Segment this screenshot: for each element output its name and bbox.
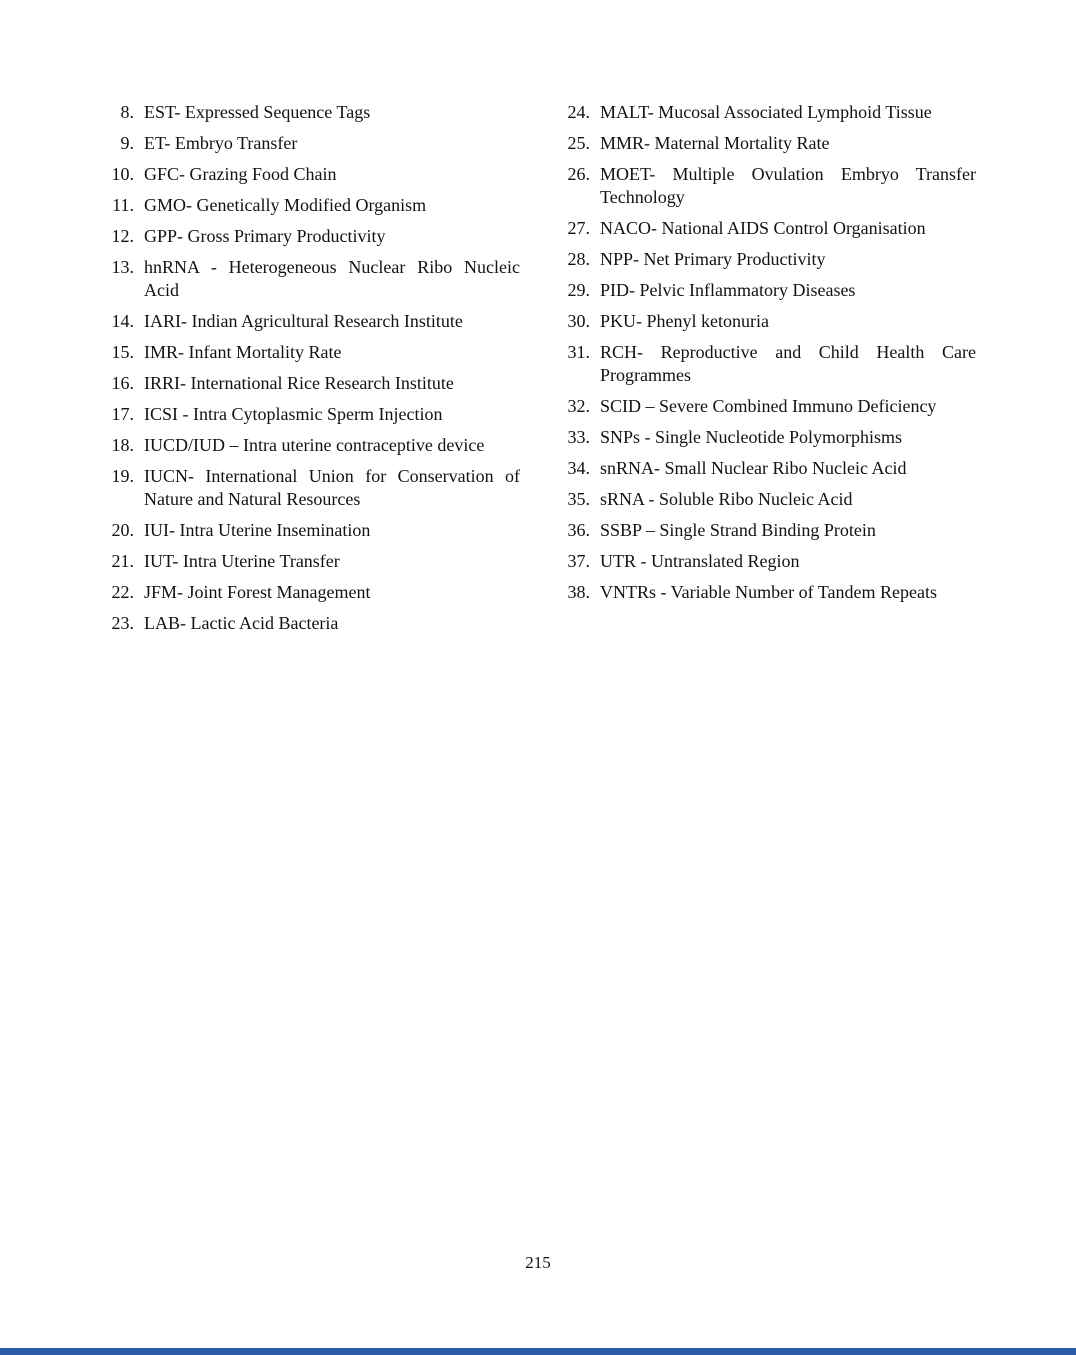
item-text: IARI- Indian Agricultural Research Institute (144, 311, 463, 331)
item-number: 10. (111, 164, 134, 184)
list-item (100, 519, 520, 542)
item-number: 28. (567, 249, 590, 269)
item-number: 31. (567, 342, 590, 362)
list-item (556, 279, 976, 302)
list-item (100, 372, 520, 395)
item-number: 8. (120, 102, 134, 122)
list-item (100, 581, 520, 604)
list-item (556, 132, 976, 155)
item-text: VNTRs - Variable Number of Tandem Repeats (600, 582, 937, 602)
list-item (100, 256, 520, 302)
list-item (100, 101, 520, 124)
item-text: IUI- Intra Uterine Insemination (144, 520, 371, 540)
item-text: sRNA - Soluble Ribo Nucleic Acid (600, 489, 853, 509)
item-number: 35. (567, 489, 590, 509)
item-text: GMO- Genetically Modified Organism (144, 195, 427, 215)
list-item (100, 194, 520, 217)
item-text: MALT- Mucosal Associated Lymphoid Tissue (600, 102, 932, 122)
item-number: 20. (111, 520, 134, 540)
item-number: 9. (120, 133, 134, 153)
list-item (100, 612, 520, 635)
item-text: PKU- Phenyl ketonuria (600, 311, 769, 331)
list-item (556, 550, 976, 573)
item-text: SNPs - Single Nucleotide Polymorphisms (600, 427, 903, 447)
item-text: SCID – Severe Combined Immuno Deficiency (600, 396, 937, 416)
item-text: PID- Pelvic Inflammatory Diseases (600, 280, 856, 300)
item-text: NPP- Net Primary Productivity (600, 249, 826, 269)
item-text: IUT- Intra Uterine Transfer (144, 551, 340, 571)
item-text: GFC- Grazing Food Chain (144, 164, 337, 184)
page-number: 215 (525, 1253, 551, 1272)
list-item (556, 395, 976, 418)
item-text: ET- Embryo Transfer (144, 133, 298, 153)
list-item (556, 101, 976, 124)
item-number: 22. (111, 582, 134, 602)
item-number: 21. (111, 551, 134, 571)
list-item (556, 581, 976, 604)
item-text: JFM- Joint Forest Management (144, 582, 371, 602)
item-text: IUCD/IUD – Intra uterine contraceptive device (144, 435, 485, 455)
list-item (556, 341, 976, 387)
item-number: 25. (567, 133, 590, 153)
item-text: LAB- Lactic Acid Bacteria (144, 613, 339, 633)
item-text: IMR- Infant Mortality Rate (144, 342, 342, 362)
right-column (556, 101, 976, 612)
item-text: SSBP – Single Strand Binding Protein (600, 520, 876, 540)
list-item (556, 217, 976, 240)
item-text: UTR - Untranslated Region (600, 551, 800, 571)
list-item (556, 248, 976, 271)
item-text: snRNA- Small Nuclear Ribo Nucleic Acid (600, 458, 907, 478)
list-item (556, 426, 976, 449)
footer-bar (0, 1348, 1076, 1355)
item-text: NACO- National AIDS Control Organisation (600, 218, 926, 238)
item-number: 17. (111, 404, 134, 424)
item-number: 33. (567, 427, 590, 447)
item-text: EST- Expressed Sequence Tags (144, 102, 371, 122)
item-text: RCH- Reproductive and Child Health Care Programmes (600, 342, 976, 385)
item-number: 23. (111, 613, 134, 633)
item-number: 36. (567, 520, 590, 540)
list-item (556, 163, 976, 209)
item-text: ICSI - Intra Cytoplasmic Sperm Injection (144, 404, 443, 424)
list-item (556, 488, 976, 511)
item-number: 30. (567, 311, 590, 331)
item-number: 15. (111, 342, 134, 362)
list-item (556, 457, 976, 480)
list-item (100, 465, 520, 511)
item-text: IRRI- International Rice Research Institute (144, 373, 454, 393)
list-item (100, 403, 520, 426)
list-item (100, 310, 520, 333)
item-number: 24. (567, 102, 590, 122)
list-item (100, 225, 520, 248)
item-text: GPP- Gross Primary Productivity (144, 226, 386, 246)
list-item (100, 341, 520, 364)
item-text: IUCN- International Union for Conservation of Nature and Natural Resources (144, 466, 520, 509)
item-number: 12. (111, 226, 134, 246)
item-number: 18. (111, 435, 134, 455)
item-number: 19. (111, 466, 134, 486)
left-column (100, 101, 520, 643)
item-number: 26. (567, 164, 590, 184)
item-number: 34. (567, 458, 590, 478)
list-item (100, 550, 520, 573)
item-number: 38. (567, 582, 590, 602)
item-number: 29. (567, 280, 590, 300)
list-item (100, 132, 520, 155)
item-number: 14. (111, 311, 134, 331)
item-text: MOET- Multiple Ovulation Embryo Transfer Technology (600, 164, 976, 207)
list-item (556, 519, 976, 542)
item-number: 37. (567, 551, 590, 571)
item-text: hnRNA - Heterogeneous Nuclear Ribo Nucleic Acid (144, 257, 520, 300)
abbreviation-list (100, 101, 976, 643)
item-number: 16. (111, 373, 134, 393)
item-text: MMR- Maternal Mortality Rate (600, 133, 830, 153)
list-item (100, 434, 520, 457)
item-number: 11. (112, 195, 134, 215)
item-number: 13. (111, 257, 134, 277)
list-item (556, 310, 976, 333)
list-item (100, 163, 520, 186)
item-number: 32. (567, 396, 590, 416)
item-number: 27. (567, 218, 590, 238)
